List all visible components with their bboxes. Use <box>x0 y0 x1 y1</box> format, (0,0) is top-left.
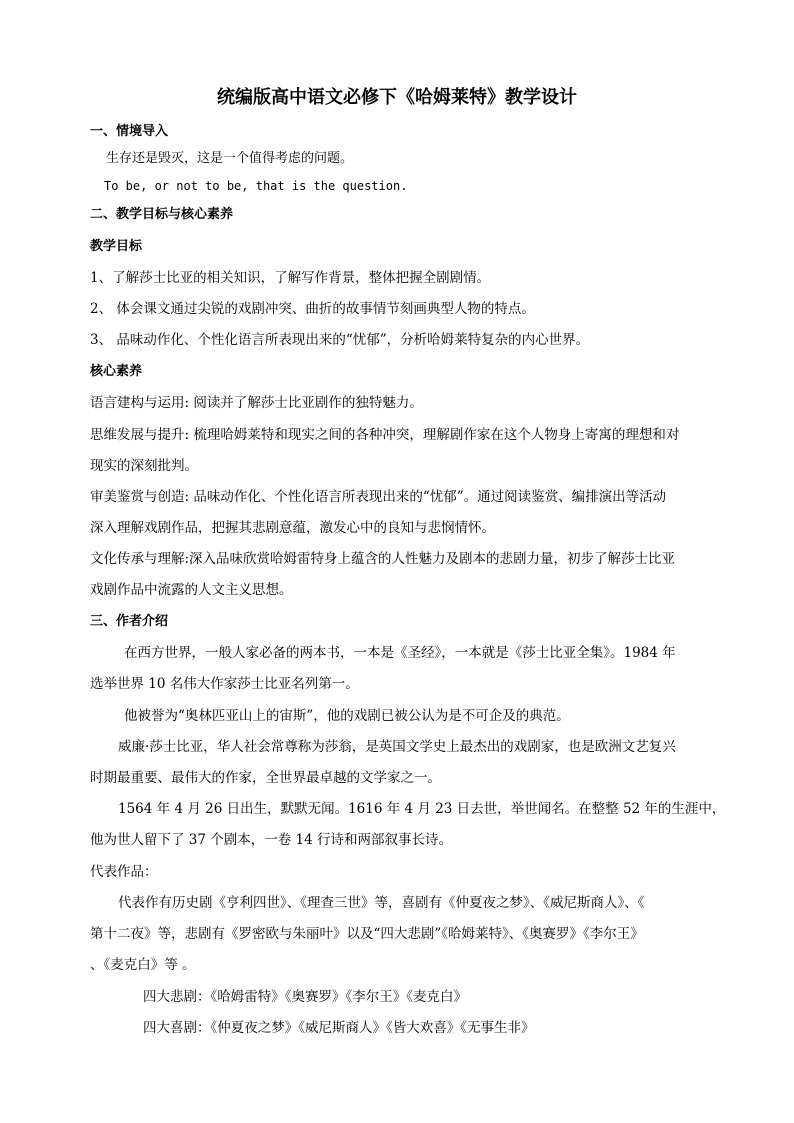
intro-quote-english: To be, or not to be, that is the question. <box>104 179 408 193</box>
section-heading-author: 三、作者介绍 <box>90 614 169 629</box>
author-para-3-line1: 威廉·莎士比亚，华人社会常尊称为莎翁，是英国文学史上最杰出的戏剧家，也是欧洲文艺复兴 <box>118 739 676 755</box>
author-para-1-line1: 在西方世界，一般人家必备的两本书，一本是《圣经》，一本就是《莎士比亚全集》。1984 年 <box>124 645 676 661</box>
section-heading-intro: 一、情境导入 <box>90 124 169 139</box>
works-para-line2: 第十二夜》等，悲剧有《罗密欧与朱丽叶》以及“四大悲剧”《哈姆莱特》、《奥赛罗》《李尔王》 <box>90 926 644 942</box>
core-item-2-line2: 现实的深刻批判。 <box>90 458 198 474</box>
author-para-1-line2: 选举世界 10 名伟大作家莎士比亚名列第一。 <box>90 676 359 692</box>
author-para-3-line2: 时期最重要、最伟大的作家，全世界最卓越的文学家之一。 <box>90 770 441 786</box>
goal-item-1: 1、了解莎士比亚的相关知识，了解写作背景，整体把握全剧剧情。 <box>90 270 491 286</box>
subheading-core-literacy: 核心素养 <box>90 364 143 379</box>
author-para-2: 他被誉为“奥林匹亚山上的宙斯”，他的戏剧已被公认为是不可企及的典范。 <box>124 708 570 724</box>
works-para-line3: 、《麦克白》等 。 <box>90 957 196 973</box>
page-title: 统编版高中语文必修下《哈姆莱特》教学设计 <box>217 87 577 108</box>
intro-quote-chinese: 生存还是毁灭，这是一个值得考虑的问题。 <box>106 151 354 166</box>
goal-item-3: 3、 品味动作化、个性化语言所表现出来的“忧郁”，分析哈姆莱特复杂的内心世界。 <box>90 332 590 348</box>
goal-item-2: 2、 体会课文通过尖锐的戏剧冲突、曲折的故事情节刻画典型人物的特点。 <box>90 301 535 317</box>
works-para-line1: 代表作有历史剧《亨利四世》、《理查三世》等，喜剧有《仲夏夜之梦》、《威尼斯商人》、《 <box>118 895 645 911</box>
core-item-2-line1: 思维发展与提升: 梳理哈姆莱特和现实之间的各种冲突，理解剧作家在这个人物身上寄寓的理想和对 <box>90 427 680 443</box>
core-item-1: 语言建构与运用: 阅读并了解莎士比亚剧作的独特魅力。 <box>90 395 423 411</box>
core-item-3-line1: 审美鉴赏与创造: 品味动作化、个性化语言所表现出来的“忧郁”。通过阅读鉴赏、编排演出等活动 <box>90 489 667 505</box>
section-heading-goals: 二、教学目标与核心素养 <box>90 207 234 222</box>
works-label: 代表作品： <box>90 864 158 880</box>
core-item-4-line2: 戏剧作品中流露的人文主义思想。 <box>90 582 293 598</box>
four-comedies: 四大喜剧：《仲夏夜之梦》《威尼斯商人》《皆大欢喜》《无事生非》 <box>143 1020 535 1036</box>
author-para-4-line2: 他为世人留下了 37 个剧本，一卷 14 行诗和两部叙事长诗。 <box>90 832 453 848</box>
four-tragedies: 四大悲剧：《哈姆雷特》《奥赛罗》《李尔王》《麦克白》 <box>143 989 467 1005</box>
author-para-4-line1: 1564 年 4 月 26 日出生，默默无闻。1616 年 4 月 23 日去世，举世闻名。在整整 52 年的生涯中， <box>118 801 726 817</box>
core-item-3-line2: 深入理解戏剧作品，把握其悲剧意蕴，激发心中的良知与悲悯情怀。 <box>90 520 495 536</box>
subheading-teaching-goals: 教学目标 <box>90 239 143 254</box>
core-item-4-line1: 文化传承与理解:深入品味欣赏哈姆雷特身上蕴含的人性魅力及剧本的悲剧力量，初步了解莎士比亚 <box>90 551 676 567</box>
